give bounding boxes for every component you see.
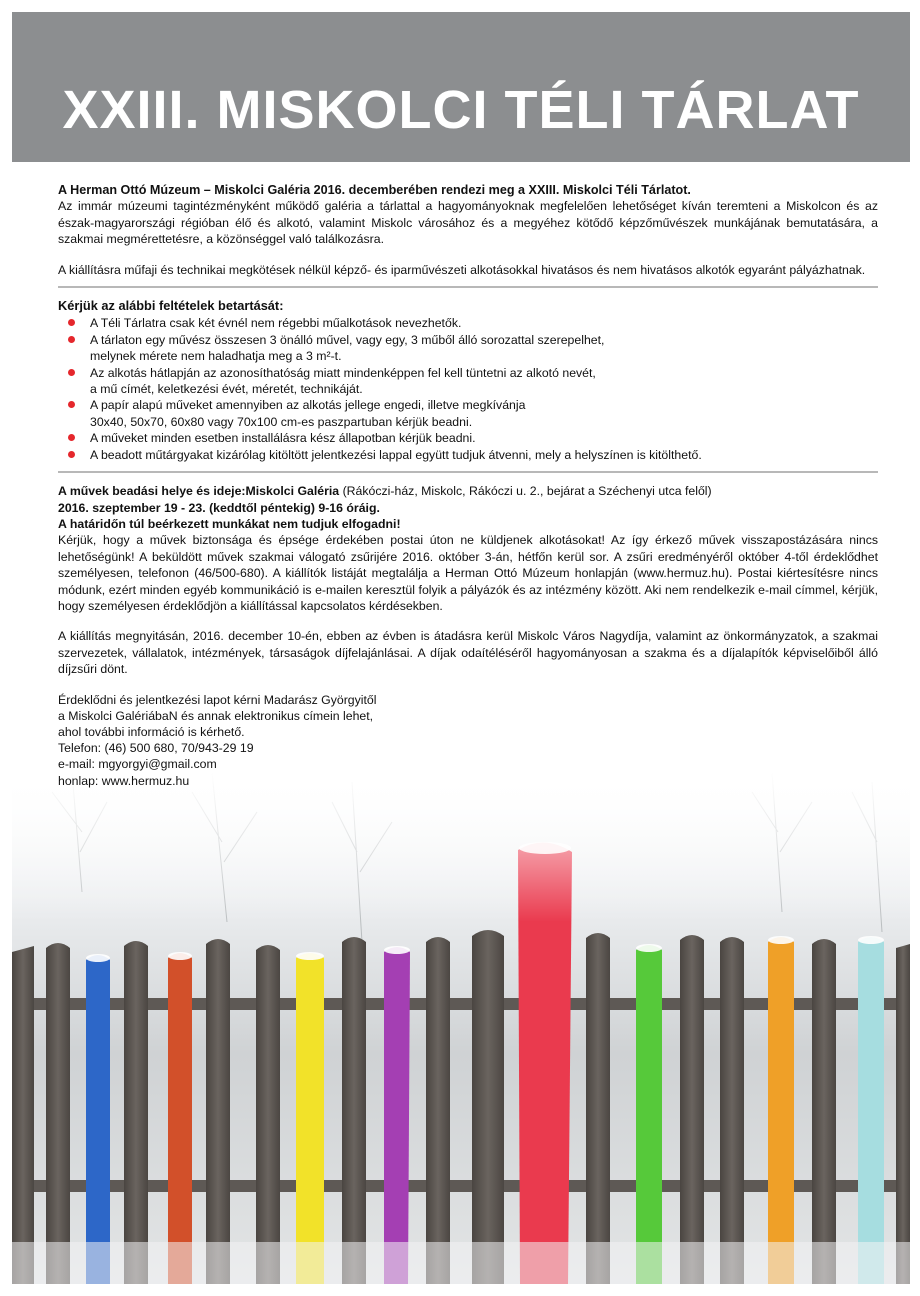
contact-line: ahol további információ is kérhető. [58, 724, 245, 739]
divider [58, 286, 878, 288]
blue-post [86, 955, 110, 1284]
poster-title: XXIII. MISKOLCI TÉLI TÁRLAT [62, 80, 860, 140]
bullet-icon [68, 369, 75, 376]
intro-body: Az immár múzeumi tagintézményként működő galéria a tárlattal a hagyományoknak megfelelően lehetőséget kíván teremteni a Miskolcon és az észak-magyarországi régióban élő és alkotó, valamint Miskolc városához és a megyéhez kötődő képzőművészek munkájának bemutatására, a szakmai megmérettetésre, a közönséggel való találkozásra. [58, 199, 878, 247]
deadline-notice: A határidőn túl beérkezett munkákat nem tudjuk elfogadni! [58, 516, 401, 531]
painted-fence-photo [12, 772, 910, 1284]
orange-post-right [768, 937, 794, 1284]
bullet-icon [68, 451, 75, 458]
conditions-heading: Kérjük az alábbi feltételek betartását: [58, 298, 284, 314]
eligibility-text: A kiállításra műfaji és technikai megkötések nélkül képző- és iparművészeti alkotásokkal hivatásos és nem hivatásos alkotók egyaránt pályázhatnak. [58, 262, 866, 277]
yellow-post [296, 953, 324, 1284]
title-banner [12, 12, 910, 162]
contact-block [58, 692, 878, 789]
condition-item: A műveket minden esetben installálásra kész állapotban kérjük beadni. [68, 430, 878, 446]
light-blue-post [858, 937, 884, 1284]
submission-label: A művek beadási helye és ideje:Miskolci Galéria [58, 484, 340, 499]
bullet-icon [68, 319, 75, 326]
poster [12, 12, 910, 1284]
submission-address: (Rákóczi-ház, Miskolc, Rákóczi u. 2., bejárat a Széchenyi utca felől) [339, 484, 712, 499]
purple-post [384, 947, 410, 1284]
conditions-list [58, 315, 878, 463]
condition-item: A tárlaton egy művész összesen 3 önálló művel, vagy egy, 3 műből álló sorozattal szerepelhet, melynek mérete nem haladhatja meg a 3 m²-t. [68, 332, 878, 365]
condition-item: A beadott műtárgyakat kizárólag kitöltött jelentkezési lappal együtt tudjuk átvenni, mely a helyszínen is kitölthető. [68, 447, 878, 463]
green-post [636, 945, 662, 1284]
bullet-icon [68, 336, 75, 343]
condition-item: Az alkotás hátlapján az azonosíthatóság miatt mindenképpen fel kell tüntetni az alkotó nevét, a mű címét, keletkezési évét, méretét, technikáját. [68, 365, 878, 398]
submission-paragraph: Kérjük, hogy a művek biztonsága és épsége érdekében postai úton ne küldjenek alkotásokat! Az így érkező művek visszapostázására nincs lehetőségünk! A beküldött művek szakmai válogató zsűrijére 2016. október 3-án, hétfőn kerül sor. A zsűri eredményéről október 4-től érdeklődhet személyesen, telefonon (46/500-680). A kiállítók listáját megtalálja a Herman Ottó Múzeum honlapján (www.hermuz.hu). Postai kiértesítésre nincs módunk, ezért minden egyéb kommunikáció is e-mailen keresztül folyik a pályázók és az intézmény között. Aki nem rendelkezik e-mail címmel, kérjük, hogy személyesen érdeklődjön a kiállítással kapcsolatos kérdésekben. [58, 533, 878, 613]
snowy-ground [12, 1242, 910, 1284]
contact-line: a Miskolci GalériábaN és annak elektronikus címein lehet, [58, 708, 374, 723]
condition-item: A papír alapú műveket amennyiben az alkotás jellege engedi, illetve megkívánja 30x40, 50x70, 60x80 vagy 70x100 cm-es paszpartuban kérjük beadni. [68, 397, 878, 430]
submission-dates: 2016. szeptember 19 - 23. (keddtől péntekig) 9-16 óráig. [58, 500, 380, 515]
bullet-icon [68, 401, 75, 408]
orange-post [168, 953, 192, 1284]
divider [58, 471, 878, 473]
contact-phone: Telefon: (46) 500 680, 70/943-29 19 [58, 741, 254, 756]
contact-email[interactable]: e-mail: mgyorgyi@gmail.com [58, 757, 217, 772]
bullet-icon [68, 434, 75, 441]
opening-paragraph: A kiállítás megnyitásán, 2016. december 10-én, ebben az évben is átadásra kerül Miskolc Város Nagydíja, valamint az önkormányzatok, a szakmai szervezetek, vállalatok, intézmények, társaságok díjfelajánlásai. A díjak odaítéléséről hagyományosan a szakma és a díjalapítók képviselőiből álló díjzsűri dönt. [58, 629, 878, 677]
contact-line: Érdeklődni és jelentkezési lapot kérni Madarász Györgyitől [58, 692, 377, 707]
contact-website[interactable]: honlap: www.hermuz.hu [58, 773, 190, 788]
intro-lead: A Herman Ottó Múzeum – Miskolci Galéria 2016. decemberében rendezi meg a XXIII. Miskolci Téli Tárlatot. [58, 183, 691, 197]
content-column [58, 182, 878, 789]
submission-place [58, 483, 878, 499]
condition-item: A Téli Tárlatra csak két évnél nem régebbi műalkotások nevezhetők. [68, 315, 878, 331]
top-fog-fade [12, 772, 910, 922]
